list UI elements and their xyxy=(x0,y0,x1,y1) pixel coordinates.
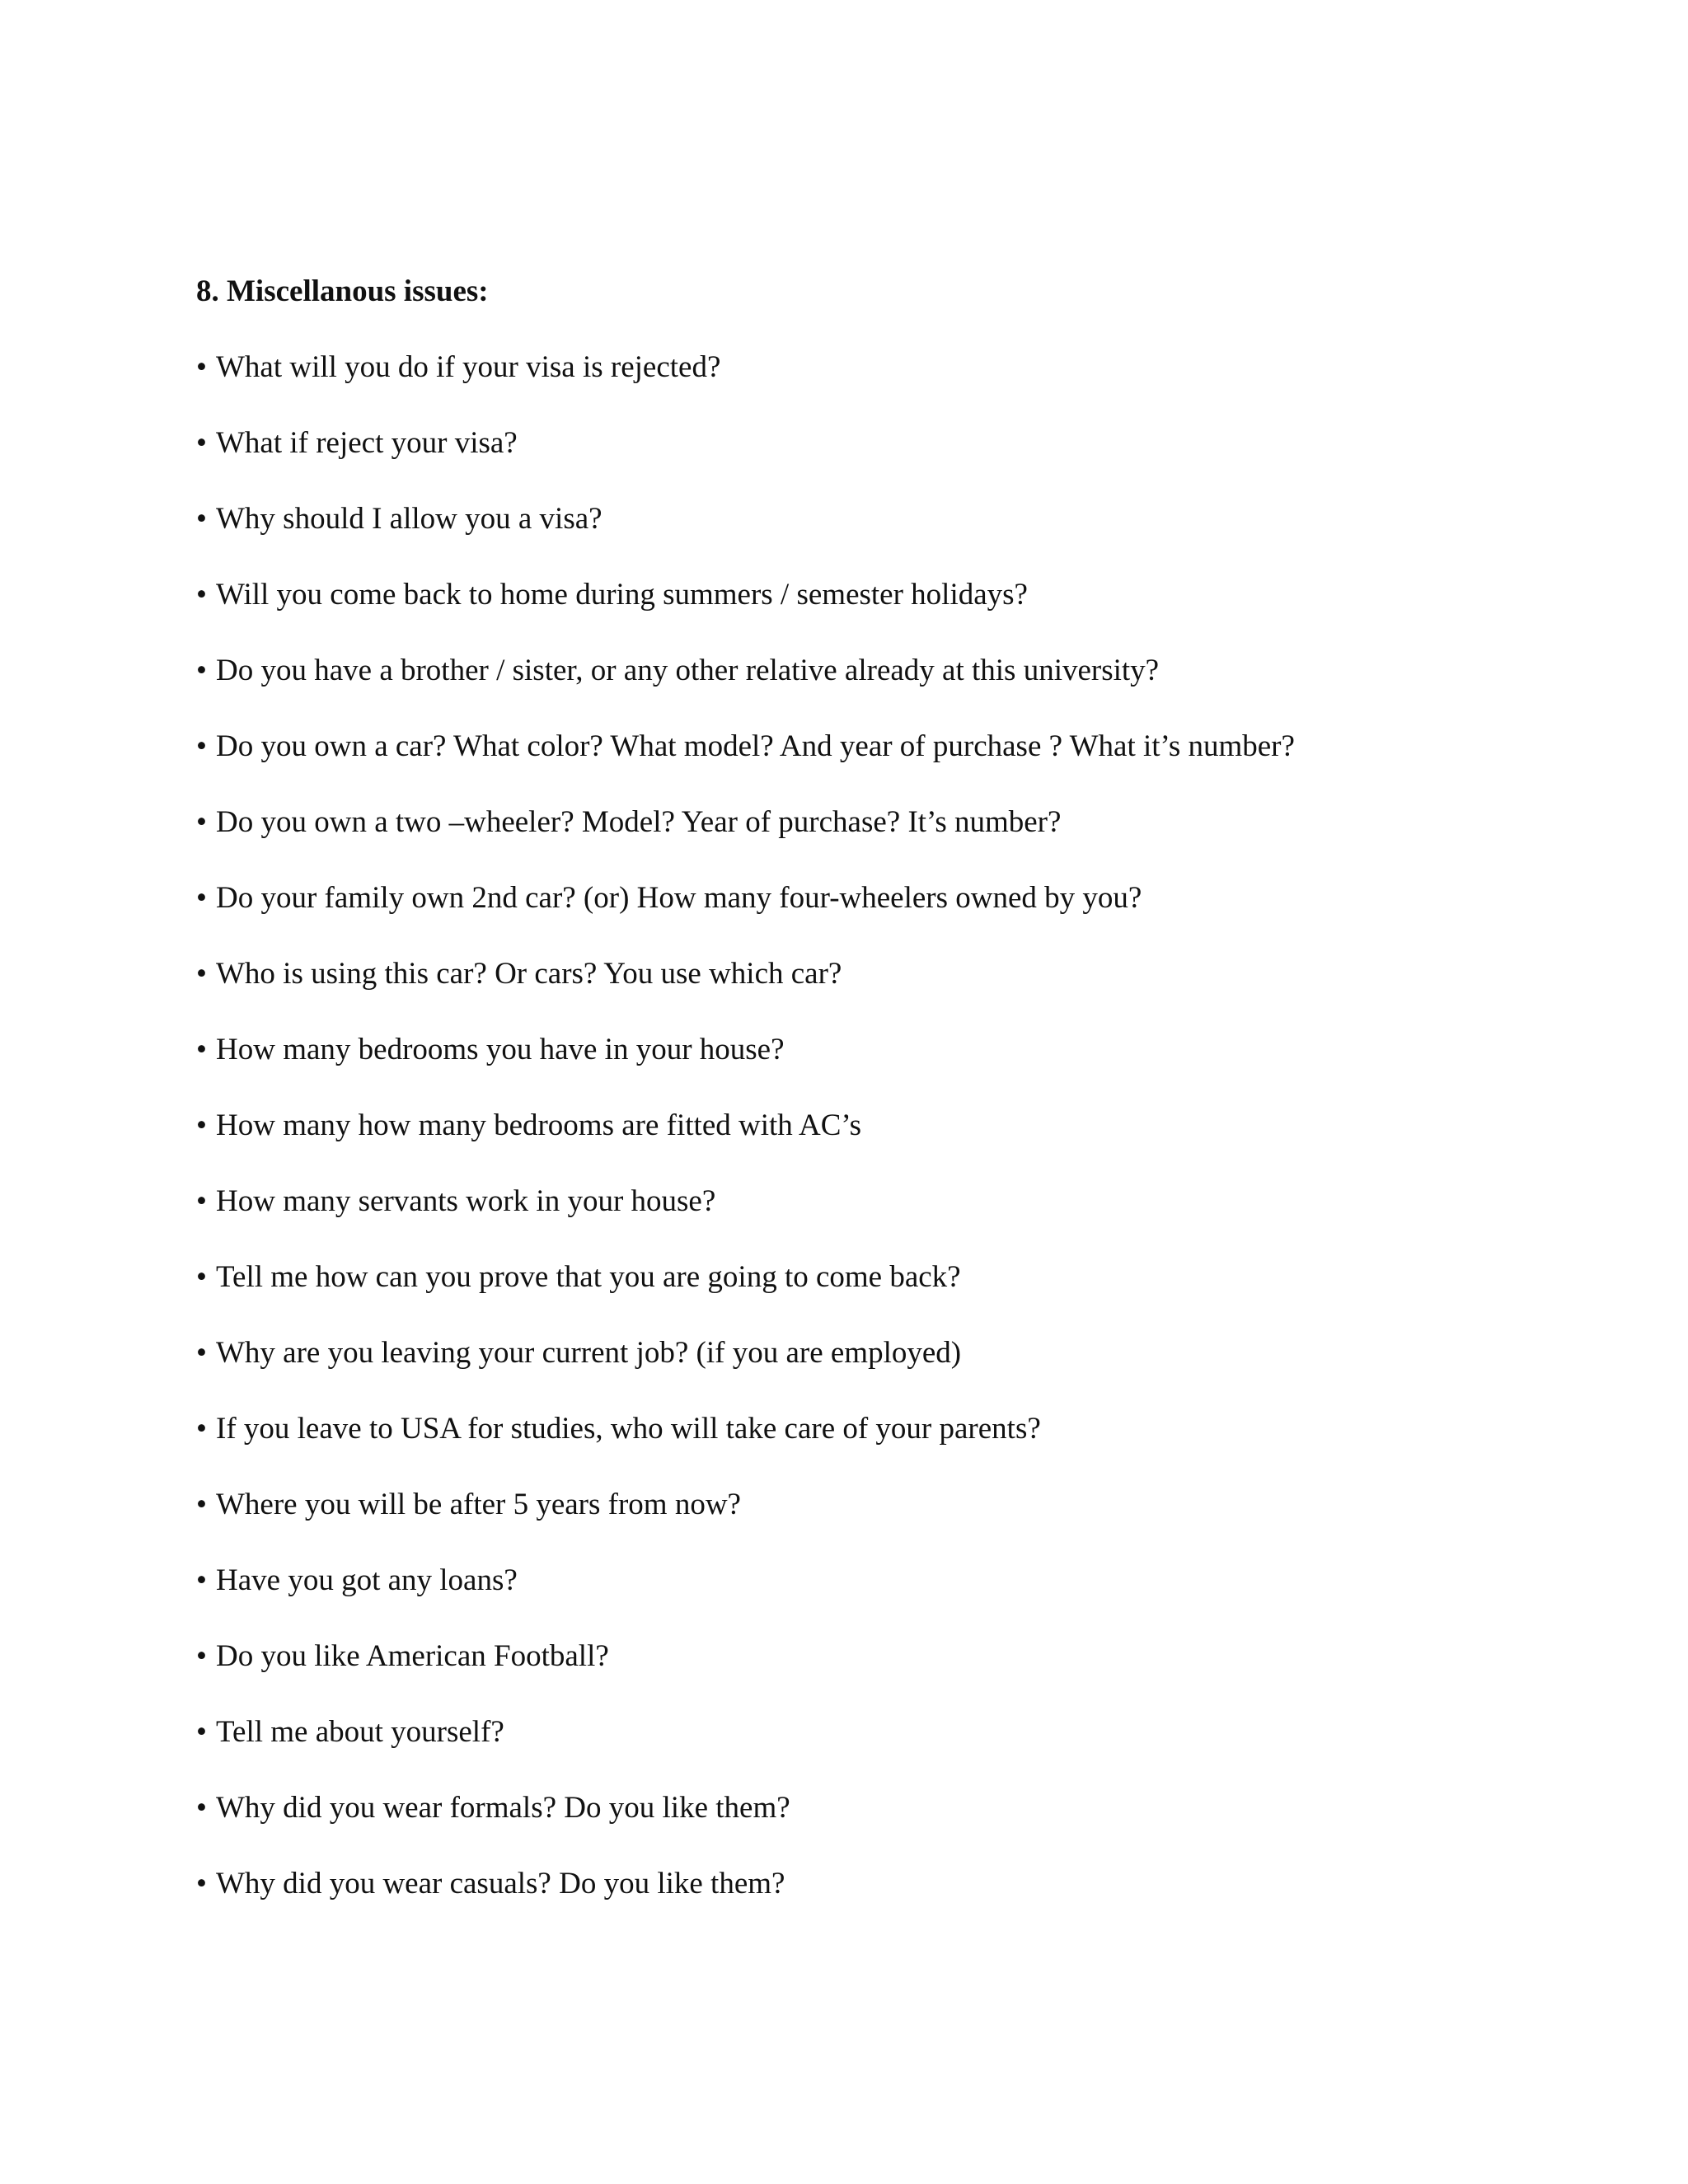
bullet-icon: • xyxy=(196,1791,207,1825)
question-text: Have you got any loans? xyxy=(216,1563,518,1597)
question-item xyxy=(196,1788,1597,1828)
bullet-icon: • xyxy=(196,881,207,915)
bullet-icon: • xyxy=(196,426,207,460)
question-item xyxy=(196,1713,1597,1752)
bullet-icon: • xyxy=(196,654,207,687)
question-text: Why should I allow you a visa? xyxy=(216,502,603,536)
bullet-icon: • xyxy=(196,1336,207,1370)
question-item xyxy=(196,727,1597,766)
question-list xyxy=(196,348,1597,1904)
bullet-icon: • xyxy=(196,1412,207,1446)
question-item xyxy=(196,1409,1597,1449)
question-text: Do you like American Football? xyxy=(216,1639,609,1673)
question-text: What will you do if your visa is rejected? xyxy=(216,350,721,384)
question-text: Will you come back to home during summers / semester holidays? xyxy=(216,578,1028,612)
question-text: Why are you leaving your current job? (if you are employed) xyxy=(216,1336,962,1370)
question-item xyxy=(196,1864,1597,1904)
page-content xyxy=(196,272,1597,1940)
bullet-icon: • xyxy=(196,1033,207,1066)
question-text: How many how many bedrooms are fitted with AC’s xyxy=(216,1108,862,1142)
bullet-icon: • xyxy=(196,578,207,612)
bullet-icon: • xyxy=(196,350,207,384)
bullet-icon: • xyxy=(196,1488,207,1521)
bullet-icon: • xyxy=(196,1108,207,1142)
question-text: If you leave to USA for studies, who will take care of your parents? xyxy=(216,1412,1041,1446)
question-item xyxy=(196,1182,1597,1221)
question-item xyxy=(196,803,1597,842)
question-text: How many servants work in your house? xyxy=(216,1184,716,1218)
section-heading: 8. Miscellanous issues: xyxy=(196,274,489,308)
question-item xyxy=(196,1485,1597,1525)
question-text: Do your family own 2nd car? (or) How many four-wheelers owned by you? xyxy=(216,881,1142,915)
question-item xyxy=(196,1106,1597,1146)
bullet-icon: • xyxy=(196,1563,207,1597)
question-item xyxy=(196,348,1597,387)
bullet-icon: • xyxy=(196,502,207,536)
question-item xyxy=(196,651,1597,691)
question-item xyxy=(196,1258,1597,1297)
bullet-icon: • xyxy=(196,1867,207,1900)
question-text: Do you own a two –wheeler? Model? Year of purchase? It’s number? xyxy=(216,805,1062,839)
bullet-icon: • xyxy=(196,805,207,839)
question-text: Who is using this car? Or cars? You use which car? xyxy=(216,957,842,991)
question-item xyxy=(196,499,1597,539)
question-item xyxy=(196,575,1597,615)
question-item xyxy=(196,1637,1597,1676)
question-text: Why did you wear formals? Do you like them? xyxy=(216,1791,790,1825)
bullet-icon: • xyxy=(196,729,207,763)
question-item xyxy=(196,954,1597,994)
question-text: Do you own a car? What color? What model? And year of purchase ? What it’s number? xyxy=(216,729,1295,763)
bullet-icon: • xyxy=(196,1715,207,1749)
bullet-icon: • xyxy=(196,1260,207,1294)
question-item xyxy=(196,424,1597,463)
question-item xyxy=(196,1030,1597,1070)
question-text: How many bedrooms you have in your house? xyxy=(216,1033,785,1066)
question-text: Tell me about yourself? xyxy=(216,1715,504,1749)
question-item xyxy=(196,879,1597,918)
question-item xyxy=(196,1333,1597,1373)
bullet-icon: • xyxy=(196,957,207,991)
bullet-icon: • xyxy=(196,1639,207,1673)
question-text: Where you will be after 5 years from now? xyxy=(216,1488,741,1521)
question-text: What if reject your visa? xyxy=(216,426,518,460)
bullet-icon: • xyxy=(196,1184,207,1218)
question-text: Why did you wear casuals? Do you like them? xyxy=(216,1867,785,1900)
question-item xyxy=(196,1561,1597,1601)
question-text: Tell me how can you prove that you are going to come back? xyxy=(216,1260,961,1294)
question-text: Do you have a brother / sister, or any other relative already at this university? xyxy=(216,654,1160,687)
